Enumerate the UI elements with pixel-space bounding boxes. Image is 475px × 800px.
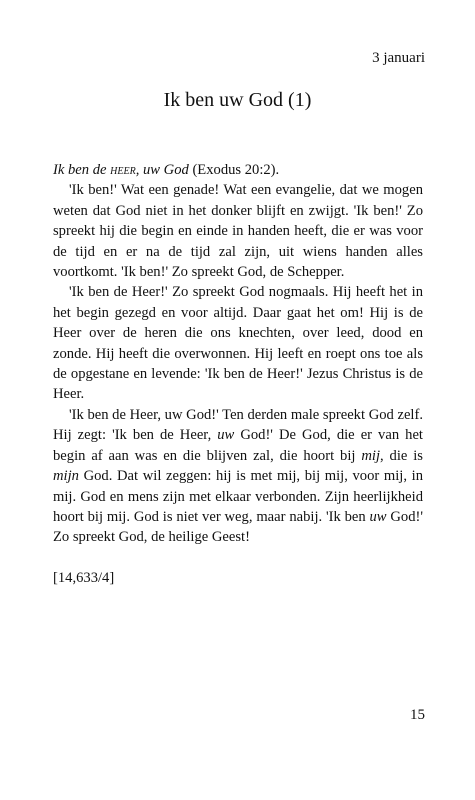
paragraph-2: 'Ik ben de Heer!' Zo spreekt God nogmaals. Hij heeft het in het begin gezegd en voor altijd. Daar gaat het om! Hij is de Heer over de heren die ons knechten, over leed, dood en zonde. Hij heeft die overwonnen. Hij leeft en roept ons toe als de opgestane en levende: 'Ik ben de Heer!' Jezus Christus is de Heer. <box>53 284 423 403</box>
page-date: 3 januari <box>372 50 425 66</box>
devotional-text <box>53 160 423 588</box>
verse-italic: Ik ben de heer, uw God <box>53 162 189 178</box>
heer-small-caps: heer <box>110 162 136 178</box>
paragraph-1: 'Ik ben!' Wat een genade! Wat een evangelie, dat we mogen weten dat God niet in het donker blijft en zwijgt. 'Ik ben!' Zo spreekt hij die begin en einde in handen heeft, die er was voor de tijd en er na de tijd zal zijn, uit wiens handen alles voortkomt. 'Ik ben!' Zo spreekt God, de Schepper. <box>53 182 423 281</box>
emphasis-uw: uw <box>217 427 235 444</box>
page-title: Ik ben uw God (1) <box>163 89 312 111</box>
page-number: 15 <box>410 707 425 723</box>
paragraph-3: 'Ik ben de Heer, uw God!' Ten derden male spreekt God zelf. Hij zegt: 'Ik ben de Heer, uw God!' De God, die er van het begin af aan was en die blijven zal, die hoort bij mij, die is mijn God. Dat wil zeggen: hij is met mij, bij mij, voor mij, in mij. God en mens zijn met elkaar verbonden. Zijn heerlijkheid hoort bij mij. God is niet ver weg, maar nabij. 'Ik ben uw God!' Zo spreekt God, de heilige Geest! <box>53 406 423 546</box>
source-reference: [14,633/4] <box>53 569 115 586</box>
verse-reference: (Exodus 20:2). <box>188 162 280 178</box>
scripture-verse <box>53 160 423 180</box>
emphasis-uw-2: uw <box>369 508 387 525</box>
emphasis-mijn: mijn <box>53 468 79 485</box>
emphasis-mij: mij <box>361 447 380 464</box>
